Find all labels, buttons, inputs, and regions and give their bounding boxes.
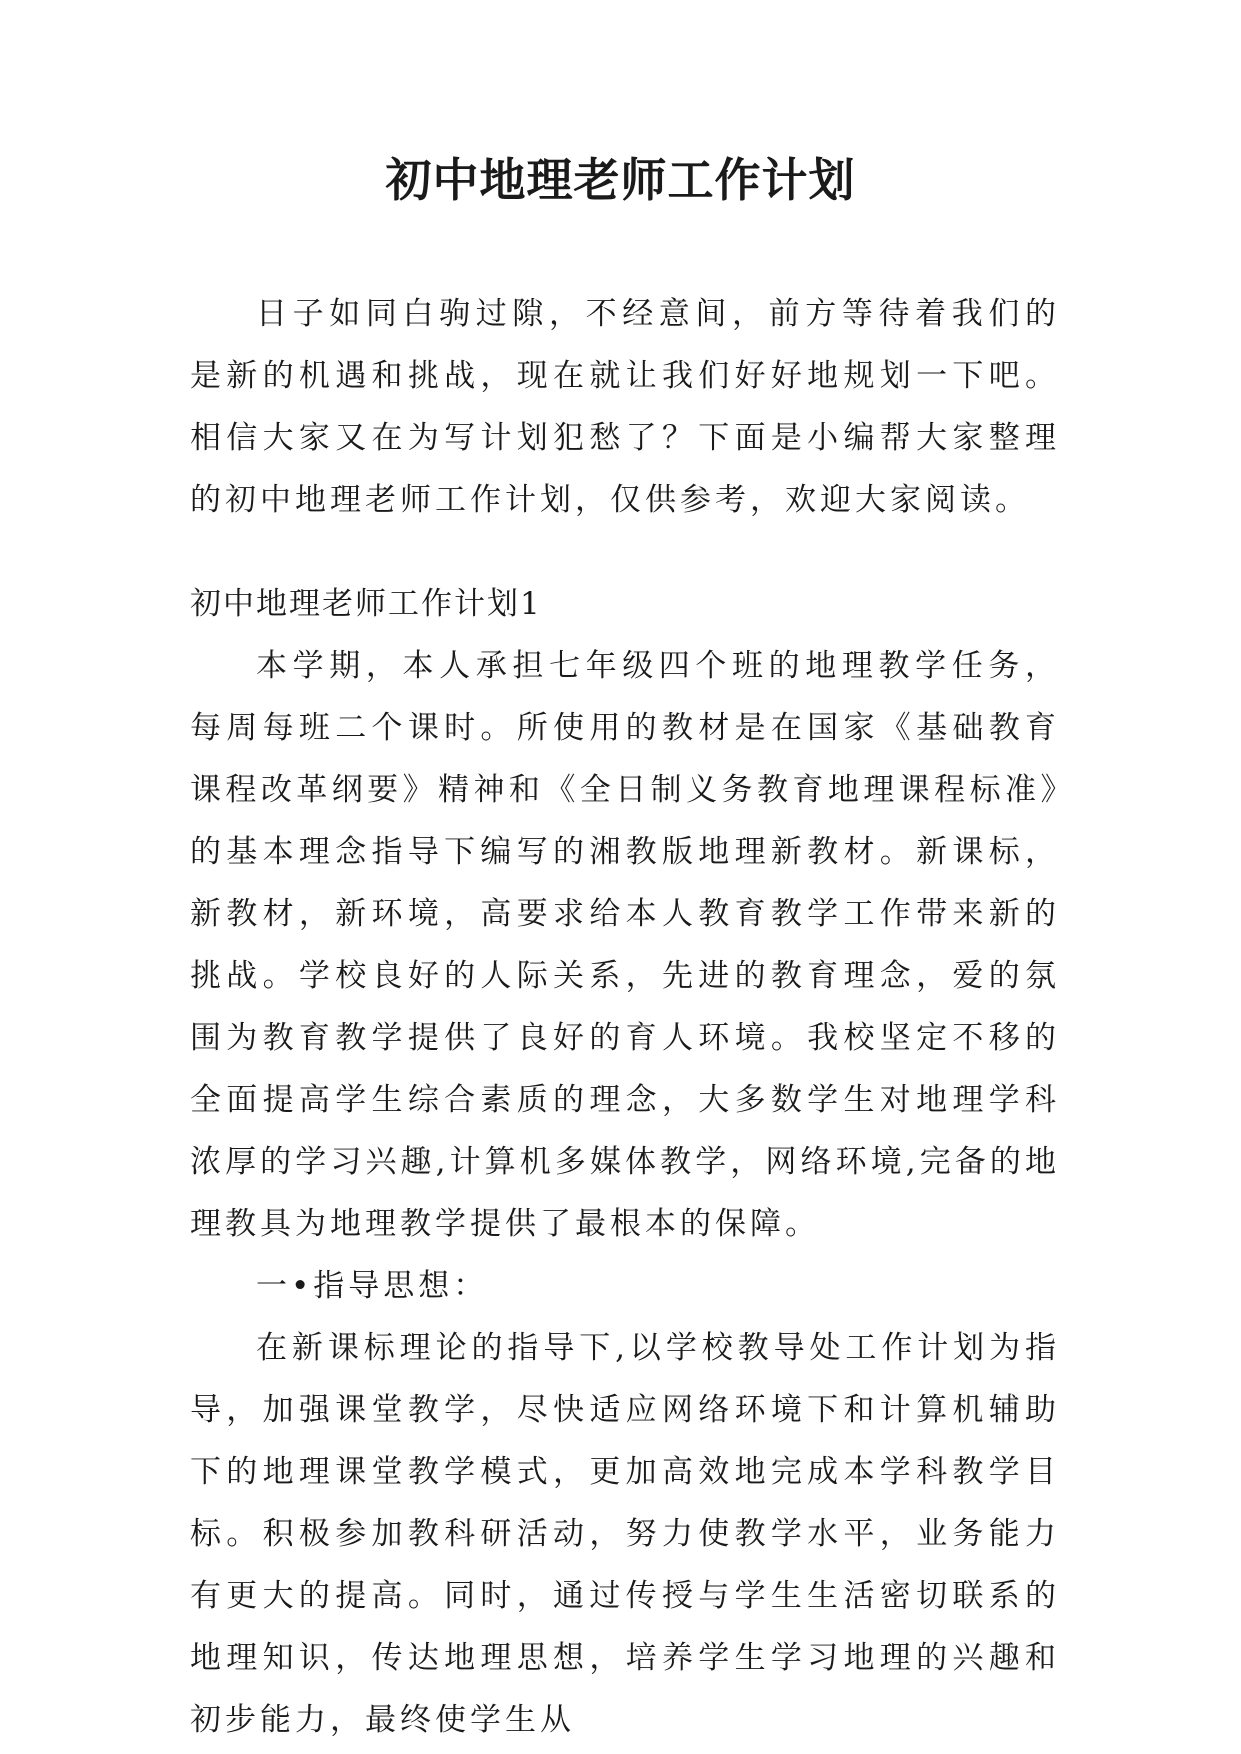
- document-body: [190, 283, 1060, 1751]
- body-paragraph: 在新课标理论的指导下,以学校教导处工作计划为指导，加强课堂教学，尽快适应网络环境下和计算机辅助下的地理课堂教学模式，更加高效地完成本学科教学目标。积极参加教科研活动，努力使教学水平，业务能力有更大的提高。同时，通过传授与学生生活密切联系的地理知识，传达地理思想，培养学生学习地理的兴趣和初步能力，最终使学生从: [190, 1330, 1060, 1738]
- intro-paragraph: 日子如同白驹过隙，不经意间，前方等待着我们的是新的机遇和挑战，现在就让我们好好地规划一下吧。相信大家又在为写计划犯愁了？下面是小编帮大家整理的初中地理老师工作计划，仅供参考，欢迎大家阅读。: [190, 296, 1060, 518]
- body-paragraph: 本学期，本人承担七年级四个班的地理教学任务，每周每班二个课时。所使用的教材是在国家《基础教育课程改革纲要》精神和《全日制义务教育地理课程标准》的基本理念指导下编写的湘教版地理新教材。新课标，新教材，新环境，高要求给本人教育教学工作带来新的挑战。学校良好的人际关系，先进的教育理念，爱的氛围为教育教学提供了良好的育人环境。我校坚定不移的全面提高学生综合素质的理念，大多数学生对地理学科浓厚的学习兴趣,计算机多媒体教学，网络环境,完备的地理教具为地理教学提供了最根本的保障。: [190, 648, 1060, 1242]
- section-heading: 初中地理老师工作计划1: [190, 586, 542, 622]
- guiding-ideology-heading: 一•指导思想：: [256, 1268, 489, 1304]
- document-title: 初中地理老师工作计划: [385, 153, 856, 207]
